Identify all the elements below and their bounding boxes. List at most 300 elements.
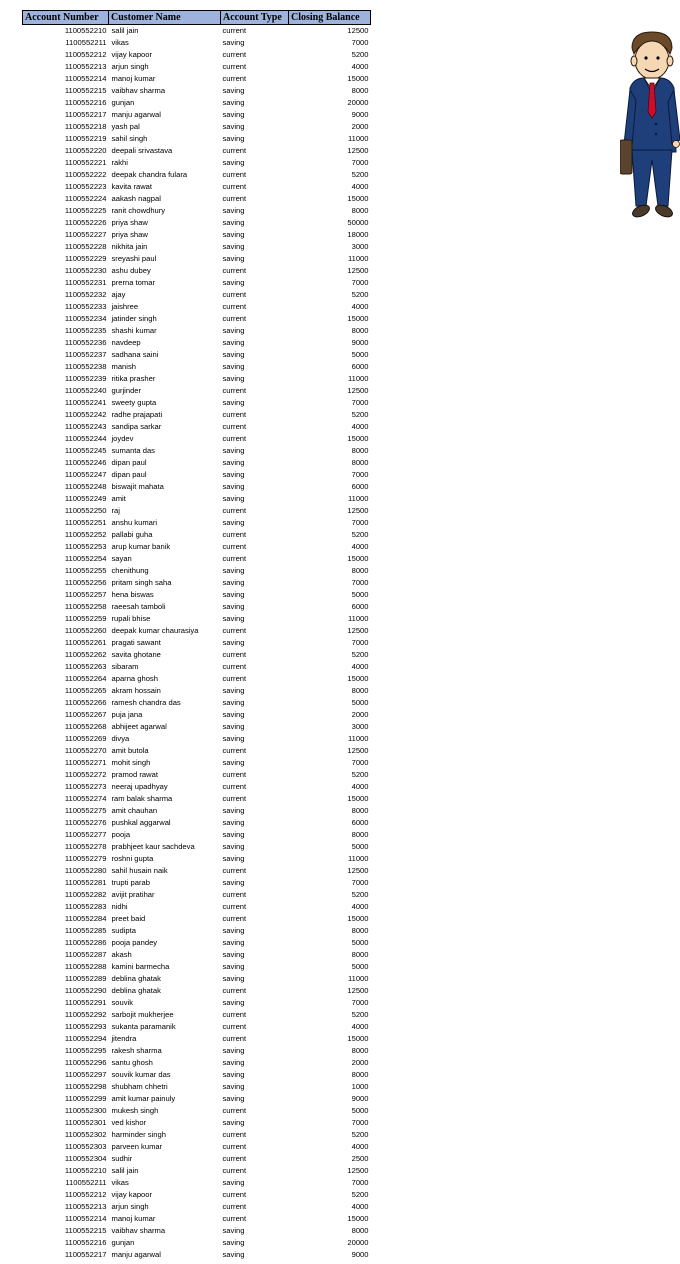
cell-account-type[interactable]: saving [222, 1058, 245, 1067]
cell-customer-name[interactable]: harminder singh [111, 1130, 166, 1139]
cell-account-number[interactable]: 1100552224 [64, 194, 107, 203]
cell-account-number[interactable]: 1100552297 [64, 1070, 107, 1079]
cell-closing-balance[interactable]: 8000 [351, 206, 369, 215]
cell-customer-name[interactable]: pallabi guha [111, 530, 153, 539]
cell-account-type[interactable]: saving [222, 878, 245, 887]
cell-customer-name[interactable]: mohit singh [111, 758, 151, 767]
cell-account-type[interactable]: saving [222, 1094, 245, 1103]
cell-account-type[interactable]: saving [222, 998, 245, 1007]
cell-account-type[interactable]: current [222, 626, 247, 635]
cell-closing-balance[interactable]: 8000 [351, 326, 369, 335]
cell-account-number[interactable]: 1100552299 [64, 1094, 107, 1103]
cell-account-type[interactable]: saving [222, 86, 245, 95]
cell-closing-balance[interactable]: 3000 [351, 722, 369, 731]
cell-account-type[interactable]: saving [222, 350, 245, 359]
cell-account-type[interactable]: saving [222, 374, 245, 383]
cell-customer-name[interactable]: vijay kapoor [111, 50, 153, 59]
cell-account-number[interactable]: 1100552270 [64, 746, 107, 755]
cell-account-number[interactable]: 1100552234 [64, 314, 107, 323]
cell-closing-balance[interactable]: 7000 [351, 638, 369, 647]
cell-closing-balance[interactable]: 5000 [351, 962, 369, 971]
cell-customer-name[interactable]: akram hossain [111, 686, 161, 695]
cell-account-type[interactable]: current [222, 770, 247, 779]
cell-account-type[interactable]: current [222, 1154, 247, 1163]
cell-customer-name[interactable]: pooja pandey [111, 938, 158, 947]
cell-account-number[interactable]: 1100552282 [64, 890, 107, 899]
cell-closing-balance[interactable]: 4000 [351, 1202, 369, 1211]
cell-customer-name[interactable]: vaibhav sharma [111, 1226, 166, 1235]
cell-account-number[interactable]: 1100552222 [64, 170, 107, 179]
cell-account-number[interactable]: 1100552245 [64, 446, 107, 455]
cell-account-type[interactable]: current [222, 182, 247, 191]
cell-customer-name[interactable]: priya shaw [111, 230, 148, 239]
cell-customer-name[interactable]: sibaram [111, 662, 139, 671]
cell-account-type[interactable]: saving [222, 758, 245, 767]
cell-customer-name[interactable]: parveen kumar [111, 1142, 163, 1151]
cell-closing-balance[interactable]: 8000 [351, 1226, 369, 1235]
cell-account-type[interactable]: current [222, 782, 247, 791]
cell-account-type[interactable]: saving [222, 578, 245, 587]
cell-account-number[interactable]: 1100552280 [64, 866, 107, 875]
cell-closing-balance[interactable]: 7000 [351, 398, 369, 407]
cell-customer-name[interactable]: trupti parab [111, 878, 150, 887]
cell-customer-name[interactable]: manoj kumar [111, 74, 156, 83]
cell-closing-balance[interactable]: 8000 [351, 458, 369, 467]
cell-account-number[interactable]: 1100552301 [64, 1118, 107, 1127]
cell-customer-name[interactable]: sudipta [111, 926, 136, 935]
cell-closing-balance[interactable]: 11000 [347, 134, 369, 143]
cell-closing-balance[interactable]: 4000 [351, 542, 369, 551]
cell-account-type[interactable]: current [222, 914, 247, 923]
cell-customer-name[interactable]: rakhi [111, 158, 128, 167]
cell-closing-balance[interactable]: 5200 [351, 530, 369, 539]
cell-customer-name[interactable]: pritam singh saha [111, 578, 172, 587]
cell-account-number[interactable]: 1100552279 [64, 854, 107, 863]
cell-closing-balance[interactable]: 7000 [351, 1118, 369, 1127]
cell-account-type[interactable]: current [222, 1130, 247, 1139]
cell-closing-balance[interactable]: 50000 [347, 218, 369, 227]
cell-account-number[interactable]: 1100552215 [64, 1226, 107, 1235]
cell-account-number[interactable]: 1100552232 [64, 290, 107, 299]
cell-customer-name[interactable]: biswajit mahata [111, 482, 164, 491]
cell-customer-name[interactable]: divya [111, 734, 130, 743]
cell-customer-name[interactable]: aakash nagpal [111, 194, 161, 203]
cell-customer-name[interactable]: jaishree [111, 302, 139, 311]
cell-closing-balance[interactable]: 7000 [351, 278, 369, 287]
cell-account-type[interactable]: current [222, 386, 247, 395]
cell-customer-name[interactable]: kavita rawat [111, 182, 153, 191]
cell-account-number[interactable]: 1100552256 [64, 578, 107, 587]
cell-closing-balance[interactable]: 5200 [351, 1010, 369, 1019]
cell-account-number[interactable]: 1100552283 [64, 902, 107, 911]
cell-account-type[interactable]: saving [222, 254, 245, 263]
cell-customer-name[interactable]: santu ghosh [111, 1058, 153, 1067]
cell-account-type[interactable]: saving [222, 278, 245, 287]
cell-closing-balance[interactable]: 12500 [347, 986, 369, 995]
cell-customer-name[interactable]: vikas [111, 38, 129, 47]
cell-account-number[interactable]: 1100552241 [64, 398, 107, 407]
cell-account-number[interactable]: 1100552228 [64, 242, 107, 251]
cell-account-number[interactable]: 1100552213 [64, 62, 107, 71]
cell-customer-name[interactable]: hena biswas [111, 590, 154, 599]
cell-account-type[interactable]: current [222, 170, 247, 179]
cell-customer-name[interactable]: sahil singh [111, 134, 148, 143]
cell-account-type[interactable]: saving [222, 98, 245, 107]
cell-customer-name[interactable]: ram balak sharma [111, 794, 173, 803]
cell-account-type[interactable]: saving [222, 962, 245, 971]
cell-account-number[interactable]: 1100552262 [64, 650, 107, 659]
cell-customer-name[interactable]: nidhi [111, 902, 128, 911]
cell-account-type[interactable]: saving [222, 1238, 245, 1247]
cell-closing-balance[interactable]: 8000 [351, 686, 369, 695]
cell-closing-balance[interactable]: 12500 [347, 506, 369, 515]
cell-closing-balance[interactable]: 12500 [347, 866, 369, 875]
cell-account-number[interactable]: 1100552235 [64, 326, 107, 335]
cell-account-type[interactable]: saving [222, 710, 245, 719]
cell-closing-balance[interactable]: 5200 [351, 170, 369, 179]
cell-customer-name[interactable]: aparna ghosh [111, 674, 158, 683]
cell-account-type[interactable]: current [222, 410, 247, 419]
cell-account-number[interactable]: 1100552226 [64, 218, 107, 227]
cell-customer-name[interactable]: sandipa sarkar [111, 422, 162, 431]
cell-closing-balance[interactable]: 12500 [347, 146, 369, 155]
cell-account-number[interactable]: 1100552276 [64, 818, 107, 827]
cell-closing-balance[interactable]: 5000 [351, 698, 369, 707]
header-account-type[interactable]: Account Type [221, 11, 289, 25]
cell-account-type[interactable]: saving [222, 818, 245, 827]
cell-account-number[interactable]: 1100552278 [64, 842, 107, 851]
cell-closing-balance[interactable]: 15000 [347, 194, 369, 203]
cell-account-type[interactable]: saving [222, 698, 245, 707]
cell-account-number[interactable]: 1100552238 [64, 362, 107, 371]
cell-customer-name[interactable]: deblina ghatak [111, 986, 161, 995]
cell-account-type[interactable]: current [222, 902, 247, 911]
cell-closing-balance[interactable]: 7000 [351, 158, 369, 167]
cell-account-type[interactable]: current [222, 746, 247, 755]
cell-customer-name[interactable]: mukesh singh [111, 1106, 159, 1115]
cell-account-type[interactable]: current [222, 1010, 247, 1019]
cell-account-number[interactable]: 1100552223 [64, 182, 107, 191]
cell-closing-balance[interactable]: 11000 [347, 614, 369, 623]
cell-account-type[interactable]: current [222, 1190, 247, 1199]
cell-account-number[interactable]: 1100552265 [64, 686, 107, 695]
cell-account-number[interactable]: 1100552264 [64, 674, 107, 683]
cell-customer-name[interactable]: manju agarwal [111, 110, 161, 119]
cell-customer-name[interactable]: jatinder singh [111, 314, 157, 323]
cell-account-type[interactable]: saving [222, 974, 245, 983]
cell-customer-name[interactable]: vikas [111, 1178, 129, 1187]
cell-closing-balance[interactable]: 12500 [347, 386, 369, 395]
cell-account-number[interactable]: 1100552217 [64, 110, 107, 119]
cell-closing-balance[interactable]: 6000 [351, 602, 369, 611]
cell-account-number[interactable]: 1100552258 [64, 602, 107, 611]
cell-customer-name[interactable]: vijay kapoor [111, 1190, 153, 1199]
cell-account-type[interactable]: saving [222, 686, 245, 695]
cell-customer-name[interactable]: ashu dubey [111, 266, 151, 275]
cell-closing-balance[interactable]: 7000 [351, 878, 369, 887]
cell-account-type[interactable]: current [222, 422, 247, 431]
cell-customer-name[interactable]: sarbojit mukherjee [111, 1010, 174, 1019]
cell-customer-name[interactable]: manish [111, 362, 136, 371]
cell-closing-balance[interactable]: 3000 [351, 242, 369, 251]
cell-account-number[interactable]: 1100552251 [64, 518, 107, 527]
cell-closing-balance[interactable]: 7000 [351, 38, 369, 47]
cell-account-number[interactable]: 1100552249 [64, 494, 107, 503]
cell-account-type[interactable]: saving [222, 566, 245, 575]
cell-closing-balance[interactable]: 5200 [351, 650, 369, 659]
cell-account-number[interactable]: 1100552225 [64, 206, 107, 215]
cell-closing-balance[interactable]: 4000 [351, 782, 369, 791]
cell-account-number[interactable]: 1100552214 [64, 74, 107, 83]
cell-customer-name[interactable]: salil jain [111, 26, 139, 35]
cell-closing-balance[interactable]: 9000 [351, 338, 369, 347]
cell-customer-name[interactable]: abhijeet agarwal [111, 722, 167, 731]
cell-customer-name[interactable]: gunjan [111, 98, 135, 107]
cell-closing-balance[interactable]: 7000 [351, 518, 369, 527]
cell-closing-balance[interactable]: 7000 [351, 1178, 369, 1187]
cell-closing-balance[interactable]: 4000 [351, 62, 369, 71]
cell-account-type[interactable]: saving [222, 1082, 245, 1091]
cell-account-number[interactable]: 1100552219 [64, 134, 107, 143]
cell-account-type[interactable]: current [222, 554, 247, 563]
cell-account-type[interactable]: saving [222, 158, 245, 167]
cell-account-type[interactable]: current [222, 194, 247, 203]
cell-closing-balance[interactable]: 8000 [351, 1070, 369, 1079]
cell-account-type[interactable]: saving [222, 470, 245, 479]
cell-account-number[interactable]: 1100552242 [64, 410, 107, 419]
cell-account-number[interactable]: 1100552240 [64, 386, 107, 395]
cell-closing-balance[interactable]: 5000 [351, 350, 369, 359]
cell-customer-name[interactable]: sumanta das [111, 446, 155, 455]
cell-account-type[interactable]: current [222, 1214, 247, 1223]
cell-account-number[interactable]: 1100552250 [64, 506, 107, 515]
cell-customer-name[interactable]: sayan [111, 554, 132, 563]
cell-customer-name[interactable]: ramesh chandra das [111, 698, 181, 707]
cell-customer-name[interactable]: jitendra [111, 1034, 137, 1043]
cell-closing-balance[interactable]: 9000 [351, 1250, 369, 1259]
cell-customer-name[interactable]: dipan paul [111, 470, 147, 479]
cell-customer-name[interactable]: souvik kumar das [111, 1070, 171, 1079]
cell-account-type[interactable]: saving [222, 338, 245, 347]
cell-account-number[interactable]: 1100552214 [64, 1214, 107, 1223]
cell-account-type[interactable]: saving [222, 230, 245, 239]
cell-closing-balance[interactable]: 9000 [351, 110, 369, 119]
cell-account-type[interactable]: saving [222, 398, 245, 407]
cell-account-number[interactable]: 1100552298 [64, 1082, 107, 1091]
cell-customer-name[interactable]: radhe prajapati [111, 410, 163, 419]
cell-closing-balance[interactable]: 5000 [351, 590, 369, 599]
cell-customer-name[interactable]: manoj kumar [111, 1214, 156, 1223]
header-account-number[interactable]: Account Number [23, 11, 109, 25]
cell-closing-balance[interactable]: 1000 [351, 1082, 369, 1091]
cell-customer-name[interactable]: ved kishor [111, 1118, 147, 1127]
cell-account-type[interactable]: saving [222, 938, 245, 947]
cell-account-number[interactable]: 1100552268 [64, 722, 107, 731]
cell-account-number[interactable]: 1100552263 [64, 662, 107, 671]
cell-customer-name[interactable]: rakesh sharma [111, 1046, 162, 1055]
header-closing-balance[interactable]: Closing Balance [289, 11, 371, 25]
cell-account-number[interactable]: 1100552255 [64, 566, 107, 575]
cell-closing-balance[interactable]: 5200 [351, 50, 369, 59]
cell-closing-balance[interactable]: 15000 [347, 554, 369, 563]
cell-closing-balance[interactable]: 5000 [351, 1106, 369, 1115]
cell-closing-balance[interactable]: 2000 [351, 710, 369, 719]
cell-customer-name[interactable]: arjun singh [111, 62, 149, 71]
cell-closing-balance[interactable]: 4000 [351, 902, 369, 911]
cell-customer-name[interactable]: amit [111, 494, 126, 503]
cell-account-number[interactable]: 1100552212 [64, 50, 107, 59]
cell-account-number[interactable]: 1100552253 [64, 542, 107, 551]
cell-account-number[interactable]: 1100552277 [64, 830, 107, 839]
cell-customer-name[interactable]: akash [111, 950, 132, 959]
cell-customer-name[interactable]: deblina ghatak [111, 974, 161, 983]
cell-account-number[interactable]: 1100552233 [64, 302, 107, 311]
cell-account-number[interactable]: 1100552267 [64, 710, 107, 719]
cell-account-type[interactable]: current [222, 794, 247, 803]
cell-account-number[interactable]: 1100552244 [64, 434, 107, 443]
cell-account-type[interactable]: saving [222, 590, 245, 599]
cell-customer-name[interactable]: joydev [111, 434, 134, 443]
cell-account-number[interactable]: 1100552296 [64, 1058, 107, 1067]
cell-customer-name[interactable]: savita ghotane [111, 650, 161, 659]
cell-account-type[interactable]: saving [222, 854, 245, 863]
cell-customer-name[interactable]: souvik [111, 998, 134, 1007]
cell-closing-balance[interactable]: 11000 [347, 374, 369, 383]
cell-customer-name[interactable]: manju agarwal [111, 1250, 161, 1259]
cell-closing-balance[interactable]: 20000 [347, 98, 369, 107]
cell-closing-balance[interactable]: 18000 [347, 230, 369, 239]
cell-customer-name[interactable]: priya shaw [111, 218, 148, 227]
cell-account-number[interactable]: 1100552210 [64, 26, 107, 35]
cell-customer-name[interactable]: chenithung [111, 566, 149, 575]
cell-closing-balance[interactable]: 5200 [351, 770, 369, 779]
cell-customer-name[interactable]: vaibhav sharma [111, 86, 166, 95]
cell-customer-name[interactable]: kamini barmecha [111, 962, 170, 971]
cell-account-number[interactable]: 1100552281 [64, 878, 107, 887]
cell-customer-name[interactable]: salil jain [111, 1166, 139, 1175]
cell-closing-balance[interactable]: 15000 [347, 674, 369, 683]
cell-customer-name[interactable]: preet baid [111, 914, 146, 923]
cell-customer-name[interactable]: arjun singh [111, 1202, 149, 1211]
cell-account-type[interactable]: current [222, 662, 247, 671]
cell-account-number[interactable]: 1100552239 [64, 374, 107, 383]
cell-customer-name[interactable]: yash pal [111, 122, 140, 131]
cell-account-number[interactable]: 1100552275 [64, 806, 107, 815]
cell-closing-balance[interactable]: 5000 [351, 842, 369, 851]
cell-account-number[interactable]: 1100552293 [64, 1022, 107, 1031]
cell-closing-balance[interactable]: 20000 [347, 1238, 369, 1247]
cell-closing-balance[interactable]: 2000 [351, 122, 369, 131]
cell-customer-name[interactable]: gurjinder [111, 386, 142, 395]
cell-account-number[interactable]: 1100552227 [64, 230, 107, 239]
cell-customer-name[interactable]: shubham chhetri [111, 1082, 168, 1091]
cell-account-type[interactable]: saving [222, 446, 245, 455]
cell-account-number[interactable]: 1100552269 [64, 734, 107, 743]
cell-customer-name[interactable]: avijit pratihar [111, 890, 155, 899]
cell-account-type[interactable]: saving [222, 110, 245, 119]
cell-closing-balance[interactable]: 12500 [347, 1166, 369, 1175]
cell-customer-name[interactable]: deepak chandra fulara [111, 170, 188, 179]
cell-customer-name[interactable]: raeesah tamboli [111, 602, 166, 611]
cell-account-type[interactable]: current [222, 146, 247, 155]
cell-account-number[interactable]: 1100552216 [64, 1238, 107, 1247]
cell-account-number[interactable]: 1100552237 [64, 350, 107, 359]
cell-closing-balance[interactable]: 12500 [347, 746, 369, 755]
cell-customer-name[interactable]: ajay [111, 290, 126, 299]
cell-account-type[interactable]: current [222, 266, 247, 275]
cell-closing-balance[interactable]: 4000 [351, 302, 369, 311]
cell-closing-balance[interactable]: 5200 [351, 1130, 369, 1139]
cell-account-type[interactable]: current [222, 1022, 247, 1031]
cell-account-number[interactable]: 1100552252 [64, 530, 107, 539]
cell-account-number[interactable]: 1100552303 [64, 1142, 107, 1151]
cell-account-number[interactable]: 1100552290 [64, 986, 107, 995]
cell-account-type[interactable]: current [222, 986, 247, 995]
cell-account-type[interactable]: current [222, 890, 247, 899]
cell-account-type[interactable]: current [222, 26, 247, 35]
cell-account-number[interactable]: 1100552287 [64, 950, 107, 959]
cell-account-type[interactable]: saving [222, 218, 245, 227]
cell-closing-balance[interactable]: 8000 [351, 86, 369, 95]
cell-closing-balance[interactable]: 11000 [347, 974, 369, 983]
cell-account-number[interactable]: 1100552217 [64, 1250, 107, 1259]
cell-account-number[interactable]: 1100552215 [64, 86, 107, 95]
header-customer-name[interactable]: Customer Name [109, 11, 221, 25]
cell-closing-balance[interactable]: 4000 [351, 1142, 369, 1151]
cell-account-type[interactable]: saving [222, 734, 245, 743]
cell-account-type[interactable]: current [222, 1202, 247, 1211]
cell-account-type[interactable]: saving [222, 494, 245, 503]
cell-closing-balance[interactable]: 4000 [351, 422, 369, 431]
cell-customer-name[interactable]: sweety gupta [111, 398, 157, 407]
cell-account-number[interactable]: 1100552259 [64, 614, 107, 623]
cell-account-type[interactable]: saving [222, 722, 245, 731]
cell-customer-name[interactable]: ranit chowdhury [111, 206, 166, 215]
cell-account-type[interactable]: current [222, 1142, 247, 1151]
cell-account-type[interactable]: saving [222, 806, 245, 815]
cell-account-type[interactable]: saving [222, 482, 245, 491]
cell-account-number[interactable]: 1100552211 [65, 1178, 107, 1187]
cell-closing-balance[interactable]: 8000 [351, 1046, 369, 1055]
cell-closing-balance[interactable]: 7000 [351, 470, 369, 479]
cell-customer-name[interactable]: puja jana [111, 710, 143, 719]
cell-account-number[interactable]: 1100552266 [64, 698, 107, 707]
cell-account-number[interactable]: 1100552218 [64, 122, 107, 131]
cell-account-number[interactable]: 1100552220 [64, 146, 107, 155]
cell-account-type[interactable]: saving [222, 602, 245, 611]
cell-account-type[interactable]: current [222, 506, 247, 515]
cell-account-type[interactable]: current [222, 314, 247, 323]
cell-account-number[interactable]: 1100552230 [64, 266, 107, 275]
cell-account-type[interactable]: saving [222, 842, 245, 851]
cell-customer-name[interactable]: raj [111, 506, 120, 515]
cell-closing-balance[interactable]: 5200 [351, 290, 369, 299]
cell-customer-name[interactable]: sudhir [111, 1154, 133, 1163]
cell-account-number[interactable]: 1100552229 [64, 254, 107, 263]
cell-customer-name[interactable]: sreyashi paul [111, 254, 157, 263]
cell-account-type[interactable]: saving [222, 926, 245, 935]
cell-account-type[interactable]: current [222, 674, 247, 683]
cell-account-number[interactable]: 1100552294 [64, 1034, 107, 1043]
cell-account-type[interactable]: saving [222, 122, 245, 131]
cell-account-type[interactable]: saving [222, 950, 245, 959]
cell-closing-balance[interactable]: 7000 [351, 578, 369, 587]
cell-customer-name[interactable]: sadhana saini [111, 350, 159, 359]
cell-closing-balance[interactable]: 9000 [351, 1094, 369, 1103]
cell-closing-balance[interactable]: 8000 [351, 830, 369, 839]
cell-customer-name[interactable]: arup kumar banik [111, 542, 171, 551]
cell-account-number[interactable]: 1100552248 [64, 482, 107, 491]
